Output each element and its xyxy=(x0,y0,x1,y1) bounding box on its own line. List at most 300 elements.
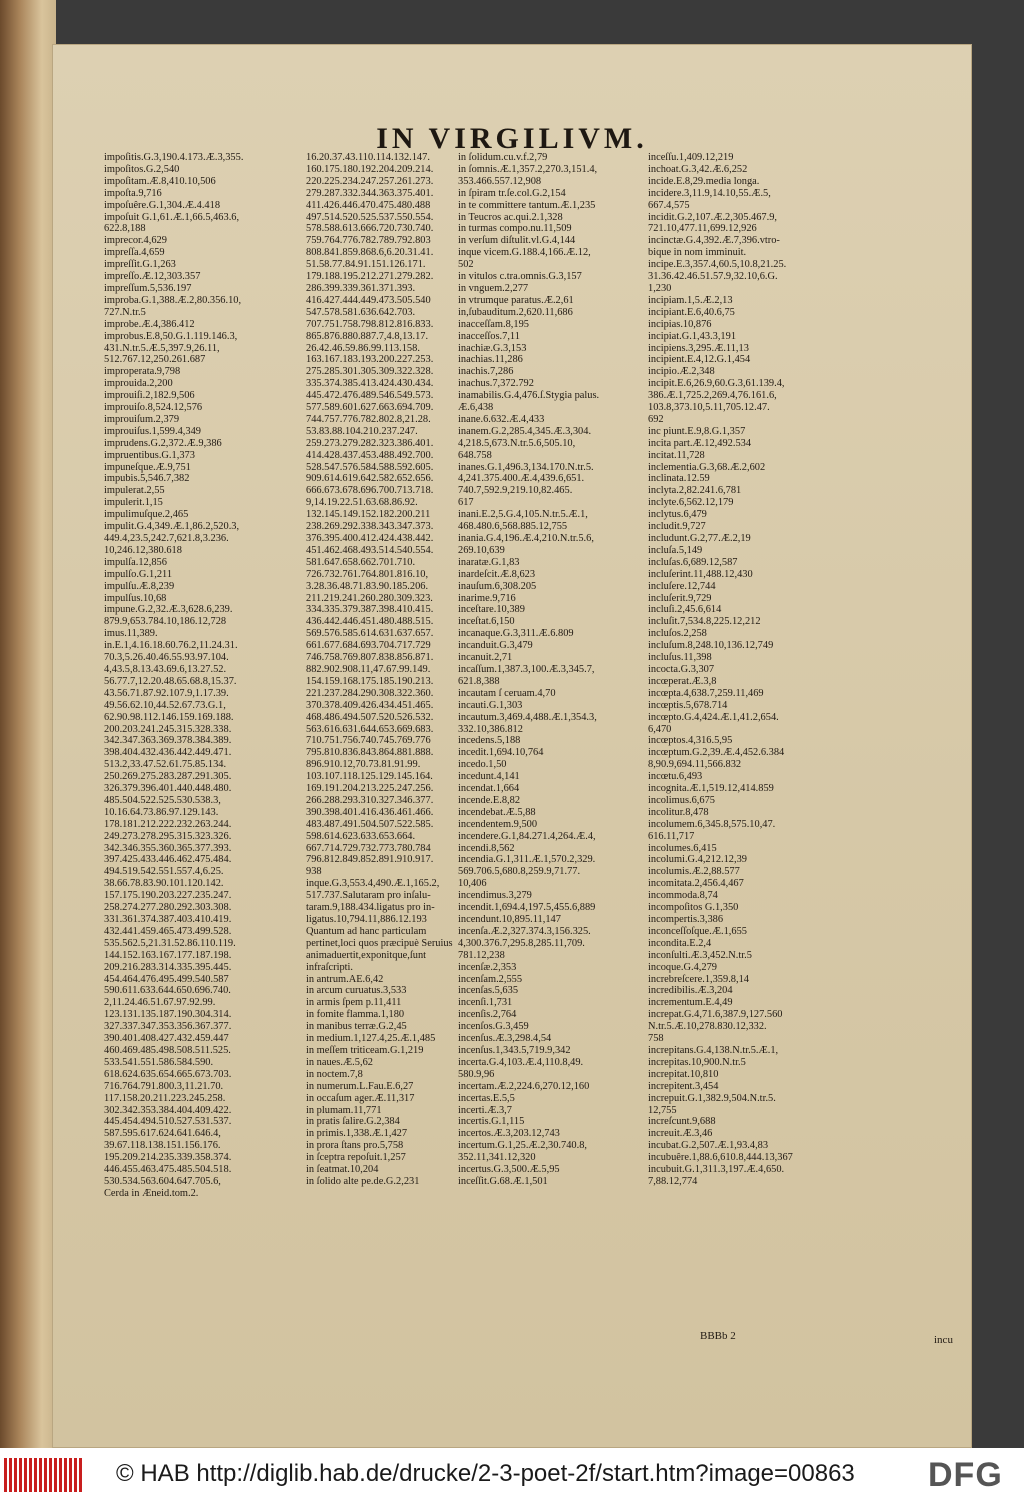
index-entry: in te committere tantum.Æ.1,235 xyxy=(458,199,596,211)
index-entry: 221.237.284.290.308.322.360. xyxy=(306,687,434,699)
index-entry: increuit.Æ.3,46 xyxy=(648,1128,713,1140)
index-entry: incenſus.Æ.3,298.4,54 xyxy=(458,1033,552,1045)
index-entry: 335.374.385.413.424.430.434. xyxy=(306,378,434,390)
index-entry: impulſu.Æ.8,239 xyxy=(104,580,175,592)
index-entry: 416.427.444.449.473.505.540 xyxy=(306,294,431,306)
index-entry: incendia.G.1,311.Æ.1,570.2,329. xyxy=(458,854,596,866)
index-entry: incerta.G.4,103.Æ.4,110.8,49. xyxy=(458,1056,584,1068)
index-entry: in naues.Æ.5,62 xyxy=(306,1056,373,1068)
index-entry: improba.G.1,388.Æ.2,80.356.10, xyxy=(104,294,242,306)
index-entry: 759.764.776.782.789.792.803 xyxy=(306,235,431,247)
index-entry: increpitent.3,454 xyxy=(648,1080,719,1092)
index-entry: 1,230 xyxy=(648,282,672,294)
index-entry: improuiſo.8,524.12,576 xyxy=(104,402,203,414)
index-entry: incendentem.9,500 xyxy=(458,818,538,830)
index-entry: 621.8,388 xyxy=(458,675,500,687)
index-entry: incedo.1,50 xyxy=(458,759,507,771)
index-entry: 577.589.601.627.663.694.709. xyxy=(306,402,434,414)
index-entry: 53.83.88.104.210.237.247. xyxy=(306,425,418,437)
index-entry: incendit.1,694.4,197.5,455.6,889 xyxy=(458,902,596,914)
index-entry: incolumes.6,415 xyxy=(648,842,717,854)
index-entry: inclementia.G.3,68.Æ.2,602 xyxy=(648,461,766,473)
index-entry: improuiſus.1,599.4,349 xyxy=(104,425,201,437)
index-entry: incedunt.4,141 xyxy=(458,771,520,783)
index-entry: 517.737.Salutaram pro inſalu- xyxy=(306,890,431,902)
index-entry: in medium.1,127.4,25.Æ.1,485 xyxy=(306,1033,436,1045)
index-entry: impuneſque.Æ.9,751 xyxy=(104,461,191,473)
index-entry: 896.910.12,70.73.81.91.99. xyxy=(306,759,421,771)
index-entry: 497.514.520.525.537.550.554. xyxy=(306,211,434,223)
index-entry: 279.287.332.344.363.375.401. xyxy=(306,187,434,199)
index-entry: inardeſcit.Æ.8,623 xyxy=(458,568,536,580)
index-entry: impruentibus.G.1,373 xyxy=(104,449,195,461)
index-entry: 31.36.42.46.51.57.9,32.10,6.G. xyxy=(648,271,778,283)
index-entry: incomitata.2,456.4,467 xyxy=(648,878,744,890)
index-entry: impulſo.G.1,211 xyxy=(104,568,173,580)
index-entry: inque.G.3,553.4,490.Æ.1,165.2, xyxy=(306,878,440,890)
index-entry: incendi.8,562 xyxy=(458,842,515,854)
index-entry: 909.614.619.642.582.652.656. xyxy=(306,473,434,485)
index-entry: 882.902.908.11,47.67.99.149. xyxy=(306,663,431,675)
index-entry: incolitur.8,478 xyxy=(648,806,709,818)
index-entry: ligatus.10,794.11,886.12.193 xyxy=(306,914,427,925)
index-entry: 334.335.379.387.398.410.415. xyxy=(306,604,434,616)
index-entry: 390.398.401.416.436.461.466. xyxy=(306,806,434,818)
index-entry: incipit.E.6,26.9,60.G.3,61.139.4, xyxy=(648,378,785,390)
index-entry: incide.E.8,29.media longa. xyxy=(648,175,760,187)
index-entry: 211.219.241.260.280.309.323. xyxy=(306,592,433,604)
index-entry: in vtrumque paratus.Æ.2,61 xyxy=(458,294,574,306)
index-entry: incende.E.8,82 xyxy=(458,794,521,806)
index-entry: 431.N.tr.5.Æ.5,397.9,26.11, xyxy=(104,342,220,354)
index-entry: incitat.11,728 xyxy=(648,449,705,461)
index-entry: incipe.E.3,357.4,60.5,10.8,21.25. xyxy=(648,259,787,271)
index-entry: Æ.6,438 xyxy=(458,402,494,414)
index-entry: inque vicem.G.188.4,166.Æ.12, xyxy=(458,247,591,259)
index-entry: 445.472.476.489.546.549.573. xyxy=(306,390,434,402)
index-entry: 569.706.5,680.8,259.9,71.77. xyxy=(458,866,581,878)
index-column-4 xyxy=(648,152,838,1312)
index-entry: inachias.11,286 xyxy=(458,354,523,366)
index-entry: 494.519.542.551.557.4,6.25. xyxy=(104,866,224,878)
index-entry: in ſeatmat.10,204 xyxy=(306,1164,379,1176)
index-entry: 26.42.46.59.86.99.113.158. xyxy=(306,342,420,354)
index-entry: incluſerint.11,488.12,430 xyxy=(648,568,753,580)
index-entry: inanes.G.1,496.3,134.170.N.tr.5. xyxy=(458,461,594,473)
index-entry: 667.4,575 xyxy=(648,199,690,211)
index-entry: incluſa.5,149 xyxy=(648,544,703,556)
index-entry: 376.395.400.412.424.438.442. xyxy=(306,533,434,544)
index-entry: taram.9,188.434.ligatus pro in- xyxy=(306,902,435,914)
index-entry: inceſſit.G.68.Æ.1,501 xyxy=(458,1175,548,1187)
index-entry: incipias.10,876 xyxy=(648,318,712,330)
index-entry: in prora ſtans pro.5,758 xyxy=(306,1140,404,1152)
index-entry: incedit.1,694.10,764 xyxy=(458,747,544,759)
index-entry: incipiam.1,5.Æ.2,13 xyxy=(648,294,733,306)
index-entry: 513.2,33.47.52.61.75.85.134. xyxy=(104,759,227,771)
index-entry: 10,406 xyxy=(458,878,487,890)
index-entry: 578.588.613.666.720.730.740. xyxy=(306,223,434,235)
index-entry: 12,755 xyxy=(648,1104,677,1116)
index-entry: 327.337.347.353.356.367.377. xyxy=(104,1021,232,1033)
index-entry: in vnguem.2,277 xyxy=(458,282,529,294)
index-entry: 103.8,373.10,5.11,705.12.47. xyxy=(648,402,770,414)
index-entry: incœpto.G.4,424.Æ.1,41.2,654. xyxy=(648,711,779,723)
index-entry: inachus.7,372.792 xyxy=(458,378,534,390)
index-entry: incidit.G.2,107.Æ.2,305.467.9, xyxy=(648,211,778,223)
index-entry: incipient.E.4,12.G.1,454 xyxy=(648,354,751,366)
index-entry: 692 xyxy=(648,413,664,425)
index-entry: 483.487.491.504.507.522.585. xyxy=(306,818,434,830)
index-entry: incendunt.10,895.11,147 xyxy=(458,914,561,925)
index-entry: in antrum.AE.6,42 xyxy=(306,973,384,985)
index-entry: inclytus.6,479 xyxy=(648,509,707,521)
index-entry: 342.346.355.360.365.377.393. xyxy=(104,842,232,854)
index-entry: 4,300.376.7,295.8,285.11,709. xyxy=(458,937,585,949)
index-entry: impoſitam.Æ.8,410.10,506 xyxy=(104,175,216,187)
index-entry: 49.56.62.10,44.52.67.73.G.1, xyxy=(104,699,226,711)
index-entry: incertus.G.3,500.Æ.5,95 xyxy=(458,1164,560,1176)
index-entry: 468.486.494.507.520.526.532. xyxy=(306,711,434,723)
index-entry: in.E.1,4.16.18.60.76.2,11.24.31. xyxy=(104,640,238,652)
index-entry: in occaſum ager.Æ.11,317 xyxy=(306,1092,415,1104)
index-entry: improuiſi.2,182.9,506 xyxy=(104,390,195,402)
index-entry: 451.462.468.493.514.540.554. xyxy=(306,544,434,556)
index-entry: 70.3,5.26.40.46.55.93.97.104. xyxy=(104,652,229,664)
index-entry: incœptis.5,678.714 xyxy=(648,699,728,711)
index-entry: 179.188.195.212.271.279.282. xyxy=(306,271,434,283)
index-entry: incluſum.8,248.10,136.12,749 xyxy=(648,640,774,652)
index-entry: inclinata.12.59 xyxy=(648,473,710,485)
index-entry: in ſolido alte pe.de.G.2,231 xyxy=(306,1175,420,1187)
index-entry: 808.841.859.868.6,6.20.31.41. xyxy=(306,247,434,259)
index-entry: 238.269.292.338.343.347.373. xyxy=(306,521,434,533)
index-entry: 7,88.12,774 xyxy=(648,1175,698,1187)
index-entry: incertam.Æ.2,224.6,270.12,160 xyxy=(458,1080,590,1092)
index-entry: 397.425.433.446.462.475.484. xyxy=(104,854,232,866)
index-entry: 302.342.353.384.404.409.422. xyxy=(104,1104,232,1116)
book-page xyxy=(52,44,972,1448)
viewer-bottom-bar xyxy=(0,1448,1024,1502)
index-entry: impoſuit G.1,61.Æ.1,66.5,463.6, xyxy=(104,211,240,223)
index-entry: incondita.E.2,4 xyxy=(648,937,712,949)
index-entry: incluſas.6,689.12,587 xyxy=(648,556,738,568)
index-entry: impulimuſque.2,465 xyxy=(104,509,189,521)
index-entry: 617 xyxy=(458,497,474,509)
index-entry: 616.11,717 xyxy=(648,830,695,842)
index-entry: 879.9,653.784.10,186.12,728 xyxy=(104,616,227,628)
index-entry: impreſſum.5,536.197 xyxy=(104,282,192,294)
index-entry: 446.455.463.475.485.504.518. xyxy=(104,1164,232,1176)
index-entry: incompertis.3,386 xyxy=(648,914,724,925)
index-entry: inc piunt.E.9,8.G.1,357 xyxy=(648,425,746,437)
index-entry: improperata.9,798 xyxy=(104,366,181,378)
index-entry: 16.20.37.43.110.114.132.147. xyxy=(306,152,430,163)
index-entry: 117.158.20.211.223.245.258. xyxy=(104,1092,226,1104)
book-binding xyxy=(0,0,56,1448)
index-entry: 352.11,341.12,320 xyxy=(458,1152,536,1164)
index-entry: inacceſſam.8,195 xyxy=(458,318,529,330)
index-entry: inane.6.632.Æ.4,433 xyxy=(458,413,545,425)
index-entry: 485.504.522.525.530.538.3, xyxy=(104,794,221,806)
index-entry: 661.677.684.693.704.717.729 xyxy=(306,640,431,652)
index-entry: incautam ſ ceruam.4,70 xyxy=(458,687,556,699)
index-entry: 160.175.180.192.204.209.214. xyxy=(306,163,434,175)
index-entry: 103.107.118.125.129.145.164. xyxy=(306,771,433,783)
index-entry: 547.578.581.636.642.703. xyxy=(306,306,416,318)
index-entry: incœptum.G.2,39.Æ.4,452.6.384 xyxy=(648,747,785,759)
index-entry: Quantum ad hanc particulam xyxy=(306,925,427,937)
index-entry: 563.616.631.644.653.669.683. xyxy=(306,723,434,735)
index-entry: incœpta.4,638.7,259.11,469 xyxy=(648,687,764,699)
index-entry: inconſulti.Æ.3,452.N.tr.5 xyxy=(648,949,752,961)
index-column-1 xyxy=(104,152,294,1312)
index-entry: incendebat.Æ.5,88 xyxy=(458,806,536,818)
index-entry: 667.714.729.732.773.780.784 xyxy=(306,842,431,854)
index-entry: 707.751.758.798.812.816.833. xyxy=(306,318,434,330)
index-entry: impulſa.12,856 xyxy=(104,556,167,568)
dfg-logo: DFG xyxy=(928,1456,1003,1494)
index-entry: incluſos.2,258 xyxy=(648,628,707,640)
index-entry: bique in nom imminuit. xyxy=(648,247,747,259)
index-entry: 331.361.374.387.403.410.419. xyxy=(104,914,232,925)
index-entry: 716.764.791.800.3,11.21.70. xyxy=(104,1080,224,1092)
index-entry: 209.216.283.314.335.395.445. xyxy=(104,961,232,973)
index-entry: incolimus.6,675 xyxy=(648,794,715,806)
index-entry: incolumem.6,345.8,575.10,47. xyxy=(648,818,776,830)
index-entry: in numerum.L.Fau.E.6,27 xyxy=(306,1080,414,1092)
index-entry: 414.428.437.453.488.492.700. xyxy=(306,449,434,461)
index-entry: impreſſit.G.1,263 xyxy=(104,259,176,271)
index-entry: 502 xyxy=(458,259,474,271)
copyright-link[interactable]: © HAB http://diglib.hab.de/drucke/2-3-poet-2f/start.htm?image=00863 xyxy=(116,1460,855,1487)
index-entry: 795.810.836.843.864.881.888. xyxy=(306,747,434,759)
index-entry: 342.347.363.369.378.384.389. xyxy=(104,735,232,747)
index-entry: 259.273.279.282.323.386.401. xyxy=(306,437,434,449)
index-entry: incœtu.6,493 xyxy=(648,771,703,783)
index-entry: inceſſu.1,409.12,219 xyxy=(648,152,734,163)
index-entry: in meſſem triticeam.G.1,219 xyxy=(306,1044,424,1056)
index-entry: impulerit.1,15 xyxy=(104,497,163,509)
index-entry: incertum.G.1,25.Æ.2,30.740.8, xyxy=(458,1140,588,1152)
index-entry: 580.9,96 xyxy=(458,1068,495,1080)
index-entry: incenſa.Æ.2,327.374.3,156.325. xyxy=(458,925,591,937)
index-entry: 710.751.756.740.745.769.776 xyxy=(306,735,431,747)
index-entry: incubat.G.2,507.Æ.1,93.4,83 xyxy=(648,1140,769,1152)
index-entry: 4,218.5,673.N.tr.5.6,505.10, xyxy=(458,437,576,449)
index-entry: 781.12,238 xyxy=(458,949,505,961)
index-entry: 353.466.557.12,908 xyxy=(458,175,542,187)
index-entry: incendimus.3,279 xyxy=(458,890,532,902)
index-entry: 454.464.476.495.499.540.587 xyxy=(104,973,229,985)
index-entry: inclyta.2,82.241.6,781 xyxy=(648,485,742,497)
index-column-3 xyxy=(458,152,648,1312)
index-entry: improuida.2,200 xyxy=(104,378,173,390)
index-entry: infraſcripti. xyxy=(306,961,354,973)
index-entry: incendere.G.1,84.271.4,264.Æ.4, xyxy=(458,830,596,842)
index-entry: 727.N.tr.5 xyxy=(104,306,146,318)
index-entry: inauſum.6,308.205 xyxy=(458,580,537,592)
index-entry: increpitat.10,810 xyxy=(648,1068,719,1080)
index-entry: 10.16.64.73.86.97.129.143. xyxy=(104,806,219,818)
index-entry: 590.611.633.644.650.696.740. xyxy=(104,985,231,997)
index-entry: improuiſum.2,379 xyxy=(104,413,180,425)
index-entry: improbus.E.8,50.G.1.119.146.3, xyxy=(104,330,238,342)
index-entry: incompoſitos G.1,350 xyxy=(648,902,739,914)
index-entry: 370.378.409.426.434.451.465. xyxy=(306,699,434,711)
index-entry: 648.758 xyxy=(458,449,492,461)
index-entry: incertas.E.5,5 xyxy=(458,1092,515,1104)
index-entry: incenſas.5,635 xyxy=(458,985,519,997)
index-entry: imus.11,389. xyxy=(104,628,158,640)
index-entry: impreſſo.Æ.12,303.357 xyxy=(104,271,201,283)
index-entry: 157.175.190.203.227.235.247. xyxy=(104,890,232,902)
index-entry: 163.167.183.193.200.227.253. xyxy=(306,354,434,366)
index-entry: 200.203.241.245.315.328.338. xyxy=(104,723,232,735)
index-entry: 38.66.78.83.90.101.120.142. xyxy=(104,878,224,890)
signature-mark: BBBb 2 xyxy=(700,1330,736,1342)
index-entry: 581.647.658.662.701.710. xyxy=(306,556,416,568)
index-entry: incredibilis.Æ.3,204 xyxy=(648,985,733,997)
index-entry: incrementum.E.4,49 xyxy=(648,997,733,1009)
index-entry: 528.547.576.584.588.592.605. xyxy=(306,461,434,473)
index-entry: in verſum diſtulit.vl.G.4,144 xyxy=(458,235,576,247)
index-entry: 460.469.485.498.508.511.525. xyxy=(104,1044,231,1056)
index-entry: inanem.G.2,285.4,345.Æ.3,304. xyxy=(458,425,592,437)
index-entry: 144.152.163.167.177.187.198. xyxy=(104,949,232,961)
index-entry: 796.812.849.852.891.910.917. xyxy=(306,854,434,866)
index-entry: 249.273.278.295.315.323.326. xyxy=(104,830,232,842)
index-entry: inania.G.4,196.Æ.4,210.N.tr.5.6, xyxy=(458,533,594,544)
index-entry: in,ſubauditum.2,620.11,686 xyxy=(458,306,573,318)
index-entry: 530.534.563.604.647.705.6, xyxy=(104,1175,221,1187)
index-entry: incommoda.8,74 xyxy=(648,890,718,902)
index-entry: inamabilis.G.4,476.ſ.Stygia palus. xyxy=(458,390,600,402)
index-entry: incanaque.G.3,311.Æ.6.809 xyxy=(458,628,574,640)
index-entry: incolumi.G.4,212.12,39 xyxy=(648,854,747,866)
index-entry: in armis ſpem p.11,411 xyxy=(306,997,402,1009)
index-entry: incertos.Æ.3,203.12,743 xyxy=(458,1128,560,1140)
index-entry: 258.274.277.280.292.303.308. xyxy=(104,902,232,914)
index-entry: in turmas compo.nu.11,509 xyxy=(458,223,572,235)
index-entry: 250.269.275.283.287.291.305. xyxy=(104,771,232,783)
index-entry: in noctem.7,8 xyxy=(306,1068,363,1080)
index-entry: 865.876.880.887.7,4.8,13.17. xyxy=(306,330,429,342)
index-entry: in ſpiram tr.ſe.col.G.2,154 xyxy=(458,187,566,199)
index-entry: 587.595.617.624.641.646.4, xyxy=(104,1128,221,1140)
index-entry: incipiant.E.6,40.6,75 xyxy=(648,306,735,318)
index-entry: 726.732.761.764.801.816.10, xyxy=(306,568,429,580)
index-entry: incaſſum.1,387.3,100.Æ.3,345.7, xyxy=(458,663,595,675)
index-entry: incluſerit.9,729 xyxy=(648,592,712,604)
index-entry: imprecor.4,629 xyxy=(104,235,167,247)
index-entry: incenſæ.2,353 xyxy=(458,961,517,973)
index-entry: 326.379.396.401.440.448.480. xyxy=(104,783,232,795)
index-entry: 9,14.19.22.51.63.68.86.92. xyxy=(306,497,418,509)
index-entry: 746.758.769.807.838.856.871. xyxy=(306,652,434,664)
index-entry: impoſta.9,716 xyxy=(104,187,162,199)
index-entry: incerti.Æ.3,7 xyxy=(458,1104,512,1116)
index-entry: 398.404.432.436.442.449.471. xyxy=(104,747,232,759)
index-entry: in primis.1,338.Æ.1,427 xyxy=(306,1128,408,1140)
index-entry: 169.191.204.213.225.247.256. xyxy=(306,783,434,795)
index-entry: inani.E.2,5.G.4,105.N.tr.5.Æ.1, xyxy=(458,509,588,521)
index-entry: 62.90.98.112.146.159.169.188. xyxy=(104,711,234,723)
index-entry: 6,470 xyxy=(648,723,672,735)
index-entry: 195.209.214.235.339.358.374. xyxy=(104,1152,232,1164)
index-entry: in ſomnis.Æ.1,357.2,270.3,151.4, xyxy=(458,163,598,175)
index-entry: 39.67.118.138.151.156.176. xyxy=(104,1140,221,1152)
index-entry: impulerat.2,55 xyxy=(104,485,165,497)
index-entry: 123.131.135.187.190.304.314. xyxy=(104,1009,232,1021)
index-entry: 386.Æ.1,725.2,269.4,76.161.6, xyxy=(648,390,777,402)
index-entry: inceſtare.10,389 xyxy=(458,604,525,616)
index-entry: 4,241.375.400.Æ.4,439.6,651. xyxy=(458,473,585,485)
index-entry: 3.28.36.48.71.83.90.185.206. xyxy=(306,580,429,592)
index-entry: 666.673.678.696.700.713.718. xyxy=(306,485,434,497)
index-entry: impoſitos.G.2,540 xyxy=(104,163,180,175)
index-entry: 10,246.12,380.618 xyxy=(104,544,182,556)
index-entry: incendat.1,664 xyxy=(458,783,520,795)
index-entry: incenſi.1,731 xyxy=(458,997,513,1009)
index-entry: inclyte.6,562.12,179 xyxy=(648,497,734,509)
index-entry: impoſitis.G.3,190.4.173.Æ.3,355. xyxy=(104,152,244,163)
index-entry: 535.562.5,21.31.52.86.110.119. xyxy=(104,937,236,949)
index-entry: impulit.G.4,349.Æ.1,86.2,520.3, xyxy=(104,521,240,533)
index-entry: incauti.G.1,303 xyxy=(458,699,523,711)
index-entry: in ſceptra repoſuit.1,257 xyxy=(306,1152,406,1164)
index-entry: incluſit.7,534.8,225.12,212 xyxy=(648,616,761,628)
index-entry: incanuit.2,71 xyxy=(458,652,513,664)
index-entry: incertis.G.1,115 xyxy=(458,1116,525,1128)
index-entry: 154.159.168.175.185.190.213. xyxy=(306,675,434,687)
index-entry: in ſolidum.cu.v.f.2,79 xyxy=(458,152,548,163)
index-entry: inachis.7,286 xyxy=(458,366,514,378)
index-entry: in Teucros ac.qui.2.1,328 xyxy=(458,211,563,223)
index-entry: incubuêre.1,88.6,610.8,444.13,367 xyxy=(648,1152,793,1164)
index-entry: 275.285.301.305.309.322.328. xyxy=(306,366,434,378)
index-entry: increpuit.G.1,382.9,504.N.tr.5. xyxy=(648,1092,776,1104)
index-entry: incocta.G.3,307 xyxy=(648,663,715,675)
index-entry: incœperat.Æ.3,8 xyxy=(648,675,717,687)
index-entry: 622.8,188 xyxy=(104,223,146,235)
index-entry: 938 xyxy=(306,866,322,878)
index-entry: incluſi.2,45.6,614 xyxy=(648,604,722,616)
index-entry: 740.7,592.9,219.10,82.465. xyxy=(458,485,573,497)
index-entry: in plumam.11,771 xyxy=(306,1104,382,1116)
index-entry: N.tr.5.Æ.10,278.830.12,332. xyxy=(648,1021,767,1033)
index-entry: incipiat.G.1,43.3,191 xyxy=(648,330,737,342)
index-entry: pertinet,loci quos præcipuè Seruius xyxy=(306,937,453,949)
index-entry: in pratis ſalire.G.2,384 xyxy=(306,1116,400,1128)
index-entry: inaratæ.G.1,83 xyxy=(458,556,520,568)
index-entry: 2,11.24.46.51.67.97.92.99. xyxy=(104,997,216,1009)
index-entry: 436.442.446.451.480.488.515. xyxy=(306,616,434,628)
index-entry: incluſere.12,744 xyxy=(648,580,716,592)
index-entry: inarime.9,716 xyxy=(458,592,516,604)
index-entry: includit.9,727 xyxy=(648,521,706,533)
index-entry: incubuit.G.1,311.3,197.Æ.4,650. xyxy=(648,1164,785,1176)
index-entry: impoſuêre.G.1,304.Æ.4.418 xyxy=(104,199,221,211)
index-entry: 449.4,23.5,242.7,621.8,3.236. xyxy=(104,533,229,544)
index-entry: incanduit.G.3,479 xyxy=(458,640,533,652)
index-entry: 332.10,386.812 xyxy=(458,723,523,735)
index-entry: 8,90.9,694.11,566.832 xyxy=(648,759,742,771)
index-entry: 390.401.408.427.432.459.447 xyxy=(104,1033,229,1045)
index-entry: 43.56.71.87.92.107.9,1.17.39. xyxy=(104,687,229,699)
index-entry: 4,43.5,8.13.43.69.6,13.27.52. xyxy=(104,663,227,675)
index-entry: incipiens.3,295.Æ.11,13 xyxy=(648,342,749,354)
